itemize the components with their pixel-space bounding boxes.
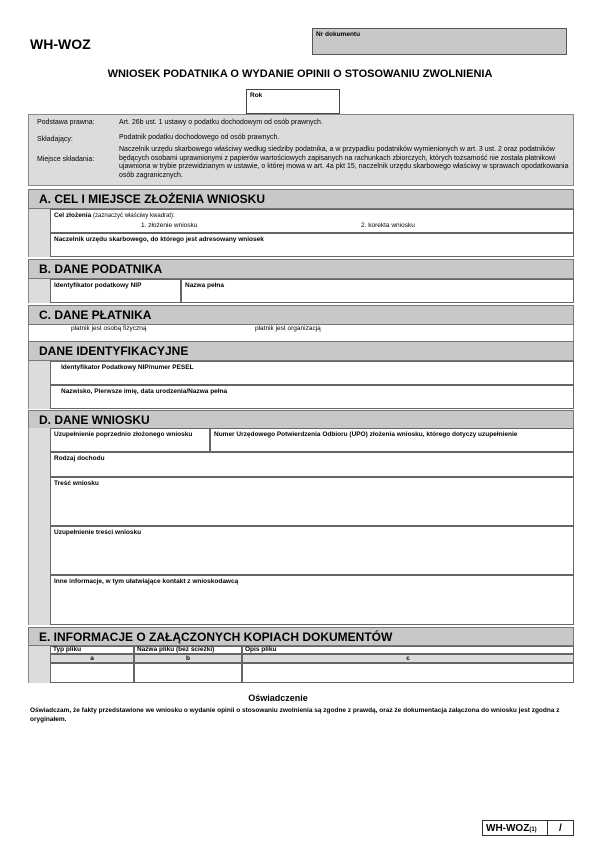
section-a-title: A. CEL I MIEJSCE ZŁOŻENIA WNIOSKU: [39, 192, 266, 206]
col-c-marker: c: [242, 654, 574, 663]
col-type-header: [50, 646, 134, 654]
tax-office-field[interactable]: [50, 233, 574, 257]
year-field[interactable]: [246, 89, 340, 114]
footer-page-slash: /: [559, 823, 562, 834]
section-b-header: [28, 259, 574, 279]
payer-type-row: [28, 325, 574, 341]
file-desc-cell[interactable]: [242, 663, 574, 683]
declaration-title: Oświadczenie: [248, 693, 308, 703]
legal-basis-block: [28, 114, 574, 186]
col-b-marker: b: [134, 654, 242, 663]
section-d-gutter: [28, 428, 50, 625]
footer-code: WH-WOZ(1): [486, 823, 537, 834]
other-info-field[interactable]: [50, 575, 574, 625]
tax-office-label: Naczelnik urzędu skarbowego, do którego jest adresowany wniosek: [54, 236, 264, 243]
filer-value: Podatnik podatku dochodowego od osób prawnych.: [119, 134, 280, 141]
col-desc-header: [242, 646, 574, 654]
section-e-title: E. INFORMACJE O ZAŁĄCZONYCH KOPIACH DOKUMENTÓW: [39, 630, 393, 644]
payer-name-label: Nazwisko, Pierwsze imię, data urodzenia/Nazwa pełna: [61, 388, 228, 395]
section-e-gutter: [28, 646, 50, 683]
form-code: WH-WOZ: [30, 36, 91, 52]
payer-id-label: Identyfikator Podatkowy NIP/numer PESEL: [61, 364, 194, 371]
option-payer-org[interactable]: płatnik jest organizacją: [255, 325, 321, 332]
section-b-gutter: [28, 279, 50, 303]
filer-label: Składający:: [37, 136, 73, 143]
file-name-cell[interactable]: [134, 663, 242, 683]
supplement-label: Uzupełnienie poprzednio złożonego wniosku: [54, 431, 193, 438]
taxpayer-name-label: Nazwa pełna: [185, 282, 225, 289]
purpose-label: Cel złożenia (zaznaczyć właściwy kwadrat):: [54, 212, 175, 219]
ident-header: [28, 341, 574, 361]
form-title: WNIOSEK PODATNIKA O WYDANIE OPINII O STOSOWANIU ZWOLNIENIA: [107, 68, 493, 80]
section-c-title: C. DANE PŁATNIKA: [39, 308, 152, 322]
section-d-header: [28, 410, 574, 430]
legal-basis-label: Podstawa prawna:: [37, 119, 95, 126]
section-c-header: [28, 305, 574, 325]
col-type-label: Typ pliku: [53, 646, 82, 653]
place-label: Miejsce składania:: [37, 156, 95, 163]
income-type-field[interactable]: [50, 452, 574, 477]
income-type-label: Rodzaj dochodu: [54, 455, 105, 462]
legal-basis-value: Art. 26b ust. 1 ustawy o podatku dochodowym od osób prawnych.: [119, 119, 323, 126]
option-payer-person[interactable]: płatnik jest osobą fizyczną: [71, 325, 147, 332]
purpose-field: [50, 209, 574, 233]
ident-title: DANE IDENTYFIKACYJNE: [39, 344, 189, 358]
section-e-header: [28, 627, 574, 646]
col-name-header: [134, 646, 242, 654]
place-value: Naczelnik urzędu skarbowego właściwy według siedziby podatnika, a w przypadku podatników wymienionych w art. 3 ust. 2 oraz podatników będących osobami uprawnionymi z papierów wartościowych zapisanych na rachunkach zbiorczych, których tożsamość nie została płatnikowi ujawniona w trybie przewidzianym w ustawie, o której mowa w art. 4a pkt 15, naczelnik urzędu skarbowego właściwy w sprawach opodatkowania osób zagranicznych.: [119, 146, 569, 179]
upo-label: Numer Urzędowego Potwierdzenia Odbioru (UPO) złożenia wniosku, którego dotyczy uzupełnienie: [214, 431, 518, 438]
col-desc-label: Opis pliku: [245, 646, 277, 653]
doc-number-field[interactable]: [312, 28, 567, 55]
request-content-field[interactable]: [50, 477, 574, 526]
upo-field[interactable]: [210, 428, 574, 452]
option-correction[interactable]: 2. korekta wniosku: [361, 222, 415, 229]
request-content-label: Treść wniosku: [54, 480, 99, 487]
file-type-cell[interactable]: [50, 663, 134, 683]
content-supplement-label: Uzupełnienie treści wniosku: [54, 529, 142, 536]
year-label: Rok: [250, 92, 263, 99]
ident-gutter: [28, 361, 50, 409]
section-a-header: [28, 189, 574, 209]
other-info-label: Inne informacje, w tym ułatwiające kontakt z wnioskodawcą: [54, 578, 239, 585]
payer-name-field[interactable]: [50, 385, 574, 409]
supplement-field[interactable]: [50, 428, 210, 452]
doc-number-label: Nr dokumentu: [316, 31, 361, 38]
declaration-text: Oświadczam, że fakty przedstawione we wniosku o wydanie opinii o stosowaniu zwolnienia są zgodne z prawdą, oraz że dokumentacja załączona do wniosku jest zgodna z oryginałem.: [30, 707, 560, 723]
taxpayer-nip-label: Identyfikator podatkowy NIP: [54, 282, 142, 289]
section-a-gutter: [28, 209, 50, 257]
section-d-title: D. DANE WNIOSKU: [39, 413, 150, 427]
footer-separator: [547, 821, 548, 835]
section-b-title: B. DANE PODATNIKA: [39, 262, 163, 276]
taxpayer-nip-field[interactable]: [50, 279, 181, 303]
content-supplement-field[interactable]: [50, 526, 574, 575]
payer-id-field[interactable]: [50, 361, 574, 385]
taxpayer-name-field[interactable]: [181, 279, 574, 303]
footer-code-box: [482, 820, 574, 836]
option-submit[interactable]: 1. złożenie wniosku: [141, 222, 198, 229]
col-name-label: Nazwa pliku (bez ścieżki): [137, 646, 215, 653]
col-a-marker: a: [50, 654, 134, 663]
